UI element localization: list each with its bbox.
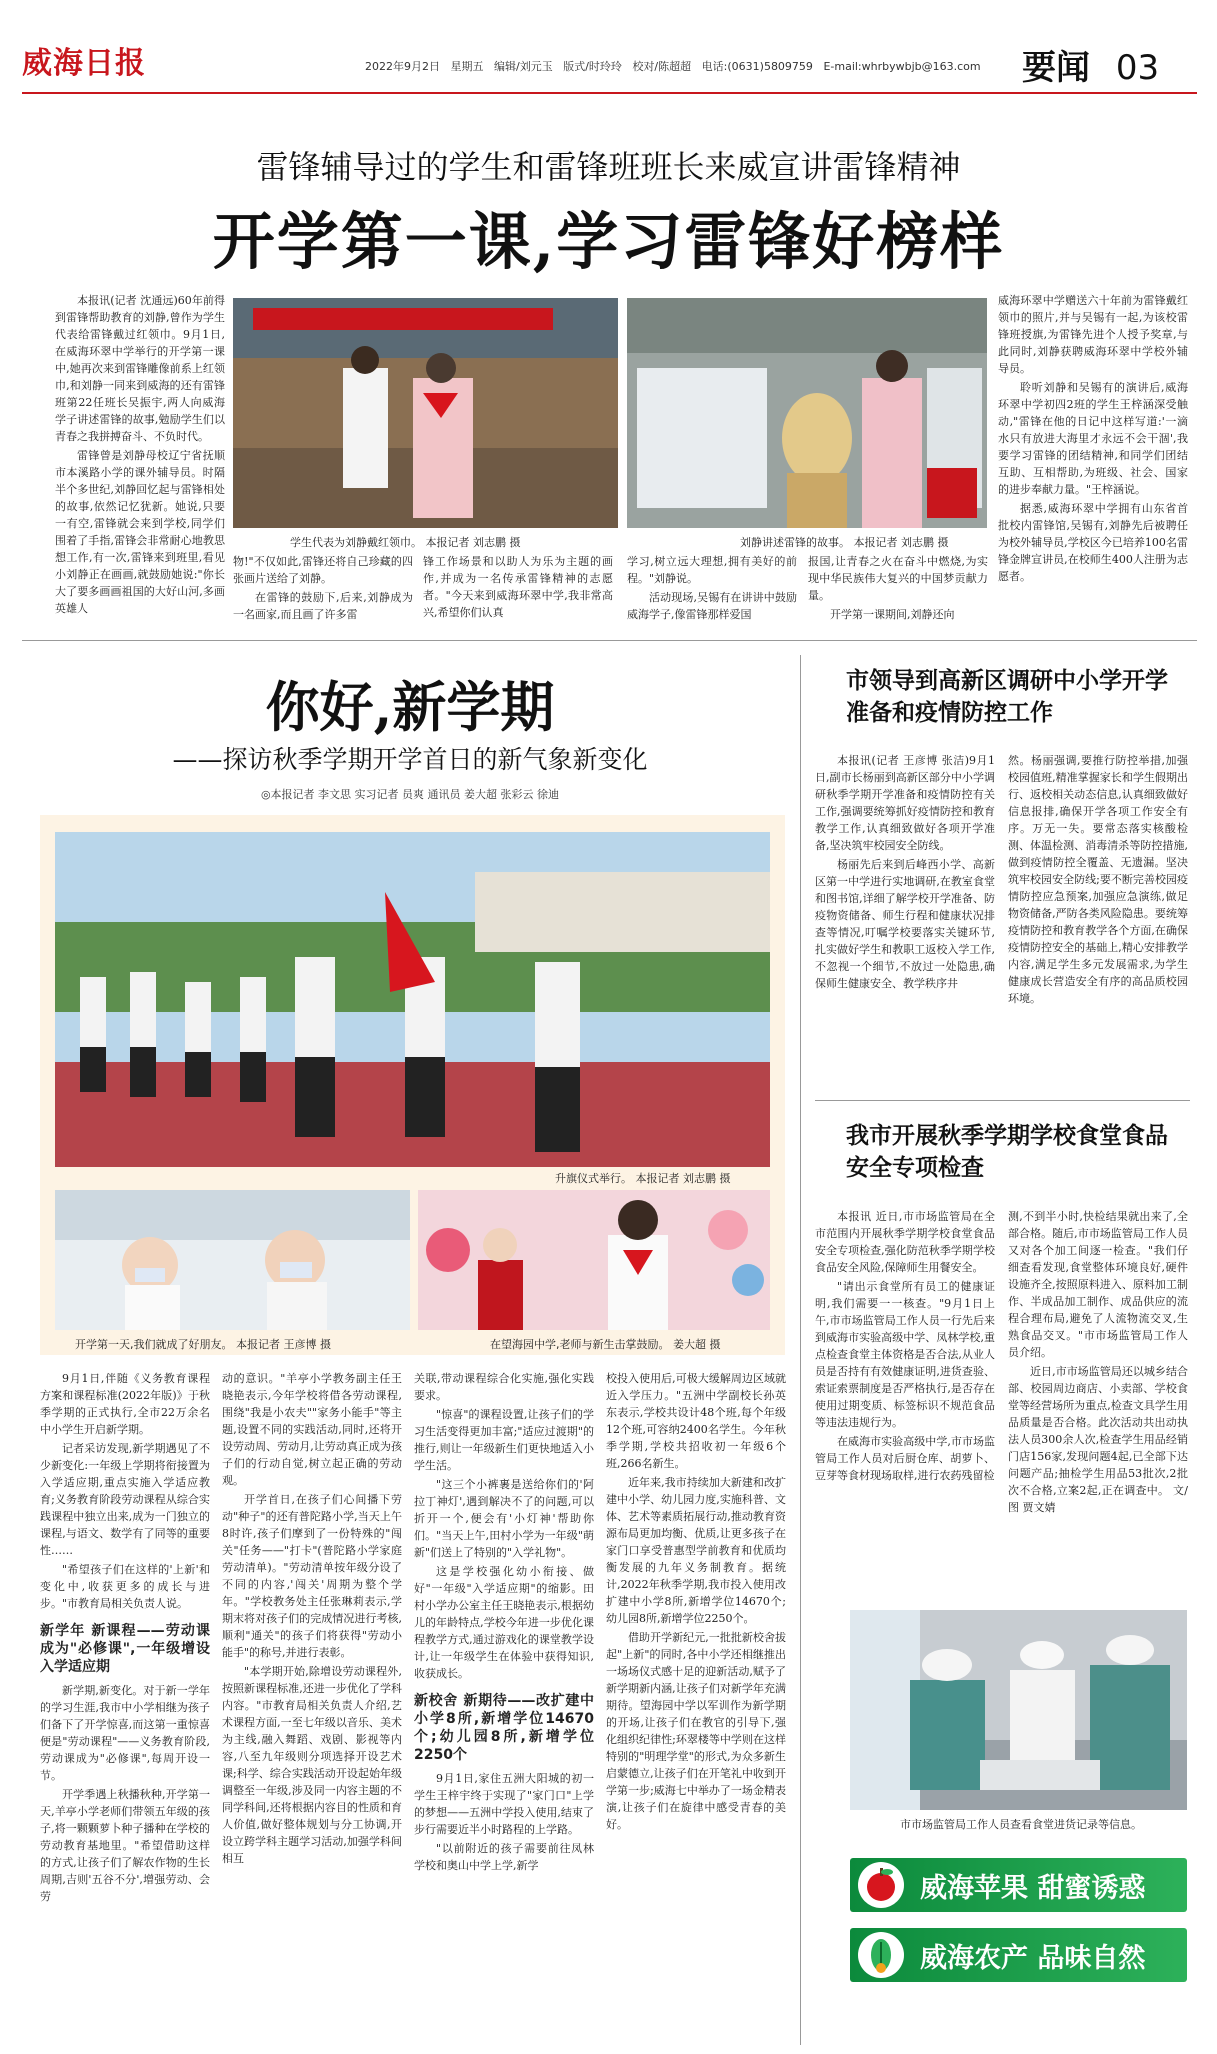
paragraph: 在威海市实验高级中学,市市场监管局工作人员对后厨仓库、胡萝卜、豆芽等食材现场取样,进行农药残留检 [815,1435,995,1482]
lead-col-1 [55,292,225,627]
paragraph: "请出示食堂所有员工的健康证明,我们需要一一核查。"9月1日上午,市市场监管局工作人员一行先后来到威海市实验高级中学、凤林学校,重点检查食堂主体资格是否合法,从业人员是否持有有效健康证明,进货查验、索证索票制度是否严格执行,是否存在使用过期变质、标签标识不规范食品等违法违规行为。 [815,1280,995,1429]
right-story2-headline: 我市开展秋季学期学校食堂食品安全专项检查 [846,1123,1168,1181]
paragraph: 开学第一课期间,刘静还向 [830,608,955,621]
feature-subhead: 新学年 新课程——劳动课成为"必修课",一年级增设入学适应期 [40,1623,210,1675]
newspaper-logo: 威海日报 [22,46,146,81]
photo-caption: 刘静讲述雷锋的故事。 本报记者 刘志鹏 摄 [740,536,949,549]
feature-subhead: 新校舍 新期待——改扩建中小学8所,新增学位14670个;幼儿园8所,新增学位2250个 [414,1693,594,1763]
paragraph: 新学期,新变化。对于新一学年的学习生涯,我市中小学相继为孩子们备下了开学惊喜,而这第一重惊喜便是"劳动课程"——义务教育阶段,劳动课成为"必修课",每周开设一节。 [40,1684,210,1782]
paragraph: 杨丽先后来到后峰西小学、高新区第一中学进行实地调研,在教室食堂和图书馆,详细了解学校开学准备、防疫物资储备、师生行程和健康状况排查等情况,叮嘱学校要落实关键环节,扎实做好学生和教职工返校入学工作,不忽视一个细节,不放过一处隐患,确保师生健康安全、教学秩序井 [815,858,995,990]
photo-storytelling [627,298,987,528]
lead-col-3 [423,553,613,628]
paragraph: 学习,树立远大理想,拥有美好的前程。"刘静说。 [627,555,797,585]
paragraph: 威海环翠中学赠送六十年前为雷锋戴红领巾的照片,并与吴锡有一起,为该校雷锋班授旗,为雷锋先进个人授予奖章,与此同时,刘静获聘威海环翠中学校外辅导员。 [998,294,1188,375]
photo-caption: 学生代表为刘静戴红领巾。 本报记者 刘志鹏 摄 [290,536,521,549]
paragraph: 物!"不仅如此,雷锋还将自己珍藏的四张画片送给了刘静。 [233,555,413,585]
paragraph: 近年来,我市持续加大新建和改扩建中小学、幼儿园力度,实施科普、文体、艺术等素质拓展行动,推动教育资源布局更加均衡、优质,让更多孩子在家门口享受普惠型学前教育和优质均衡发展的九年义务制教育。据统计,2022年秋季学期,我市投入使用改扩建中小学8所,新增学位14670个;幼儿园8所,新增学位2250个。 [606,1476,786,1625]
photo-first-day-friends [55,1190,410,1330]
right-story1-col-1 [815,752,995,1092]
paragraph: 本报讯(记者 沈通远)60年前得到雷锋帮助教育的刘静,曾作为学生代表给雷锋戴过红领巾。9月1日,在威海环翠中学举行的开学第一课中,她再次来到雷锋雕像前系上红领巾,和刘静一同来到威海的还有雷锋班第22任班长吴振宇,两人向威海学子讲述雷锋的故事,勉励学生们以青春之我拼搏奋斗、不负时代。 [55,294,225,443]
paragraph: 然。杨丽强调,要推行防控举措,加强校园值班,精准掌握家长和学生假期出行、返校相关动态信息,认真细致做好信息报排,确保开学各项工作安全有序。万无一失。要常态落实核酸检测、体温检测、消毒清杀等防控措施,做到疫情防控全覆盖、无遗漏。坚决筑牢校园安全防线;要不断完善校园疫情防控应急预案,加强应急演练,做足物资储备,严防各类风险隐患。要统筹疫情防控和教育教学各个方面,在确保疫情防控安全的基础上,精心安排教学内容,满足学生多元发展需求,为学生健康成长营造安全有序的高品质校园环境。 [1008,754,1188,1005]
feature-col-4 [606,1370,786,2042]
paragraph: 校投入使用后,可极大缓解周边区域就近入学压力。"五洲中学副校长孙英东表示,学校共设计48个班,每个年级12个班,可容纳2400名学生。今年秋季学期,学校共招收初一年级6个班,266名新生。 [606,1372,786,1470]
photo-canteen-inspection [850,1610,1187,1810]
paragraph: 聆听刘静和吴锡有的演讲后,威海环翠中学初四2班的学生王梓涵深受触动,"雷锋在他的日记中这样写道:'一滴水只有放进大海里才永远不会干涸',我要学习雷锋的团结精神,和同学们团结互助、互相帮助,为班级、社会、国家的进步奉献力量。"王梓涵说。 [998,381,1188,496]
feature-byline: ◎本报记者 李文思 实习记者 员爽 通讯员 姜大超 张彩云 徐迪 [260,788,560,801]
photo-teacher-highfive [418,1190,770,1330]
right-story1-col-2 [1008,752,1188,1092]
paragraph: 近日,市市场监管局还以城乡结合部、校园周边商店、小卖部、学校食堂等经营场所为重点,检查文具学生用品质量是否合格。此次活动共出动执法人员300余人次,检查学生用品经销门店156家,发现问题4起,已全部下达问题产品;抽检学生用品53批次,2批次不合格,立案2起,正在调查中。 文/图 贾文婧 [1008,1365,1188,1514]
paragraph: 这是学校强化幼小衔接、做好"一年级"入学适应期"的缩影。田村小学办公室主任王晓艳表示,根据幼儿的年龄特点,学校今年进一步优化课程教学方式,通过游戏化的课堂教学设计,让一年级学生在体验中获得知识,收获成长。 [414,1565,594,1680]
section-divider [815,1100,1190,1101]
phone-contact: 电话:(0631)5809759 [701,60,813,73]
paragraph: "惊喜"的课程设置,让孩子们的学习生活变得更加丰富;"适应过渡期"的推行,则让一年级新生们更快地适入小学生活。 [414,1408,594,1472]
photo-caption: 在望海园中学,老师与新生击掌鼓励。 姜大超 摄 [490,1338,721,1351]
photo-red-scarf [233,298,618,528]
section-name: 要闻 [1022,48,1090,88]
paragraph: "本学期开始,除增设劳动课程外,按照新课程标准,还进一步优化了学科内容。"市教育局相关负责人介绍,艺术课程方面,一至七年级以音乐、美术为主线,融入舞蹈、戏剧、影视等内容,八至九年级则分项选择开设艺术课;科学、综合实践活动开设起始年级调整至一年级,涉及同一内容主题的不同学科间,还将根据内容目的性质和育人价值,做好整体规划与分工协调,开设立跨学科主题学习活动,加强学科间相互 [222,1665,402,1865]
right-story2-col-1 [815,1208,995,1580]
ad-banner-apple [850,1858,1187,1912]
lead-kicker: 雷锋辅导过的学生和雷锋班班长来威宣讲雷锋精神 [256,148,961,186]
paragraph: 动的意识。"羊亭小学教务副主任王晓艳表示,今年学校将借各劳动课程,围绕"我是小农夫""家务小能手"等主题,设置不同的实践活动,同时,还将开设劳动周、劳动月,让劳动真正成为孩子们的行动自觉,树立起正确的劳动观。 [222,1372,402,1487]
paragraph: 本报讯 近日,市市场监管局在全市范围内开展秋季学期学校食堂食品安全专项检查,强化防范秋季学期学校食品安全风险,保障师生用餐安全。 [815,1210,995,1274]
right-story1-headline: 市领导到高新区调研中小学开学准备和疫情防控工作 [846,668,1168,726]
photo-caption: 市市场监管局工作人员查看食堂进货记录等信息。 [900,1818,1142,1831]
paragraph: 报国,让青春之火在奋斗中燃烧,为实现中华民族伟大复兴的中国梦贡献力量。 [808,555,988,602]
paragraph: "以前附近的孩子需要前往凤林学校和奥山中学上学,新学 [414,1842,594,1872]
lead-headline: 开学第一课,学习雷锋好榜样 [212,205,1005,278]
ad-text: 威海苹果 甜蜜诱惑 [920,1873,1146,1904]
email-contact: E-mail:whrbywbjb@163.com [823,60,981,73]
proof-credit: 校对/陈超超 [632,60,692,73]
paragraph: "希望孩子们在这样的'上新'和变化中,收获更多的成长与进步。"市教育局相关负责人说。 [40,1563,210,1610]
photo-caption: 升旗仪式举行。 本报记者 刘志鹏 摄 [555,1172,731,1185]
photo-flag-ceremony [55,832,770,1167]
masthead-rule [22,92,1197,94]
feature-col-3 [414,1370,594,2042]
paragraph: 本报讯(记者 王彦博 张洁)9月1日,副市长杨丽到高新区部分中小学调研秋季学期开学准备和疫情防控有关工作,强调要统筹抓好疫情防控和教育教学工作,认真细致做好各项开学准备,坚决筑牢校园安全防线。 [815,754,995,852]
feature-subtitle: ——探访秋季学期开学首日的新气象新变化 [172,745,648,774]
layout-credit: 版式/时玲玲 [563,60,622,73]
lead-col-5 [808,553,988,628]
paragraph: 开学首日,在孩子们心间播下劳动"种子"的还有普陀路小学,当天上午8时许,孩子们摩到了一份特殊的"闯关"任务——"打卡"(普陀路小学家庭劳动清单)。"劳动清单按年级分设了不同的内容,'闯关'周期为整个学年。"学校教务处主任张琳莉表示,学期末将对孩子们的完成情况进行考核,顺利"通关"的孩子们将获得"劳动小能手"的称号,并进行表彰。 [222,1493,402,1659]
lead-col-6 [998,292,1188,627]
masthead-meta [365,58,981,74]
paragraph: 锋工作场景和以助人为乐为主题的画作,并成为一名传承雷锋精神的志愿者。"今天来到威海环翠中学,我非常高兴,希望你们认真 [423,555,613,619]
section-header [1022,40,1159,89]
section-divider [22,640,1197,641]
paragraph: 活动现场,吴锡有在讲讲中鼓励威海学子,像雷锋那样爱国 [627,591,797,621]
paragraph: 据悉,威海环翠中学拥有山东省首批校内雷锋馆,吴锡有,刘静先后被聘任为校外辅导员,学校区今已培养100名雷锋金牌宣讲员,在校师生400人注册为志愿者。 [998,502,1188,583]
apple-icon [858,1862,904,1908]
feature-col-1 [40,1370,210,2042]
issue-weekday: 星期五 [450,60,484,73]
lead-col-2 [233,553,413,628]
right-story2-col-2 [1008,1208,1188,1580]
feature-col-2 [222,1370,402,2042]
paragraph: 开学季遇上秋播秋种,开学第一天,羊亭小学老师们带领五年级的孩子,将一颗颗萝卜种子播种在学校的劳动教育基地里。"希望借助这样的方式,让孩子们了解农作物的生长周期,吉则'五谷不分',增强劳动、会劳 [40,1788,210,1903]
paragraph: 关联,带动课程综合化实施,强化实践要求。 [414,1372,594,1402]
paragraph: 在雷锋的鼓励下,后来,刘静成为一名画家,而且画了许多雷 [233,591,413,621]
paragraph: 记者采访发现,新学期遇见了不少新变化:一年级上学期将衔接置为入学适应期,重点实施入学适应教育;义务教育阶段劳动课程从综合实践课程中独立出来,成为一门独立的课程,与语文、数学有了同等的重要性…… [40,1442,210,1557]
paragraph: 借助开学新纪元,一批批新校舍拔起"上新"的同时,各中小学还相继推出一场场仪式感十足的迎新活动,赋予了新学期新内涵,让孩子们对新学年充满期待。望海园中学以军训作为新学期的开场,让孩子们在教官的引导下,强化组织纪律性;环翠楼等中学则在这样特别的"明理学堂"的形式,为众多新生启蒙德立,让孩子们在开笔礼中收到开学第一步;威海七中举办了一场金精表演,让孩子们在旋律中感受青春的美好。 [606,1631,786,1831]
paragraph: 测,不到半小时,快检结果就出来了,全部合格。随后,市市场监管局工作人员又对各个加工间逐一检查。"我们仔细查看发现,食堂整体环境良好,硬件设施齐全,按照原料进入、原料加工制作、半成品加工制作、成品供应的流程合理布局,避免了人流物流交叉,生熟食品交叉。"市市场监管局工作人员介绍。 [1008,1210,1188,1359]
paragraph: "这三个小裤裹是送给你们的'阿拉丁神灯',遇到解决不了的问题,可以折开一个,便会有'小灯神'帮助你们。"当天上午,田村小学为一年级"萌新"们送上了特别的"入学礼物"。 [414,1478,594,1559]
ad-text: 威海农产 品味自然 [920,1943,1146,1974]
photo-caption: 开学第一天,我们就成了好朋友。 本报记者 王彦博 摄 [75,1338,331,1351]
page-number: 03 [1115,48,1160,88]
lead-col-4 [627,553,797,628]
editor-credit: 编辑/刘元玉 [494,60,553,73]
leaf-icon [858,1932,904,1978]
column-divider [800,655,801,2045]
paragraph: 9月1日,家住五洲大阳城的初一学生王梓宇终于实现了"家门口"上学的梦想——五洲中学投入使用,结束了步行需要近半小时路程的上学路。 [414,1772,594,1836]
ad-banner-agri [850,1928,1187,1982]
paragraph: 9月1日,伴随《义务教育课程方案和课程标准(2022年版)》于秋季学期的正式执行,全市22万余名中小学生开启新学期。 [40,1372,210,1436]
issue-date: 2022年9月2日 [365,60,440,73]
paragraph: 雷锋曾是刘静母校辽宁省抚顺市本溪路小学的课外辅导员。时隔半个多世纪,刘静回忆起与雷锋相处的故事,依然记忆犹新。她说,只要一有空,雷锋就会来到学校,同学们围着了手指,雷锋会非常耐心地教思想工作,有一次,雷锋来到班里,看见小刘静正在画画,就鼓励她说:"你长大了要多画画祖国的大好山河,多画英雄人 [55,449,225,615]
feature-headline: 你好,新学期 [265,675,555,739]
